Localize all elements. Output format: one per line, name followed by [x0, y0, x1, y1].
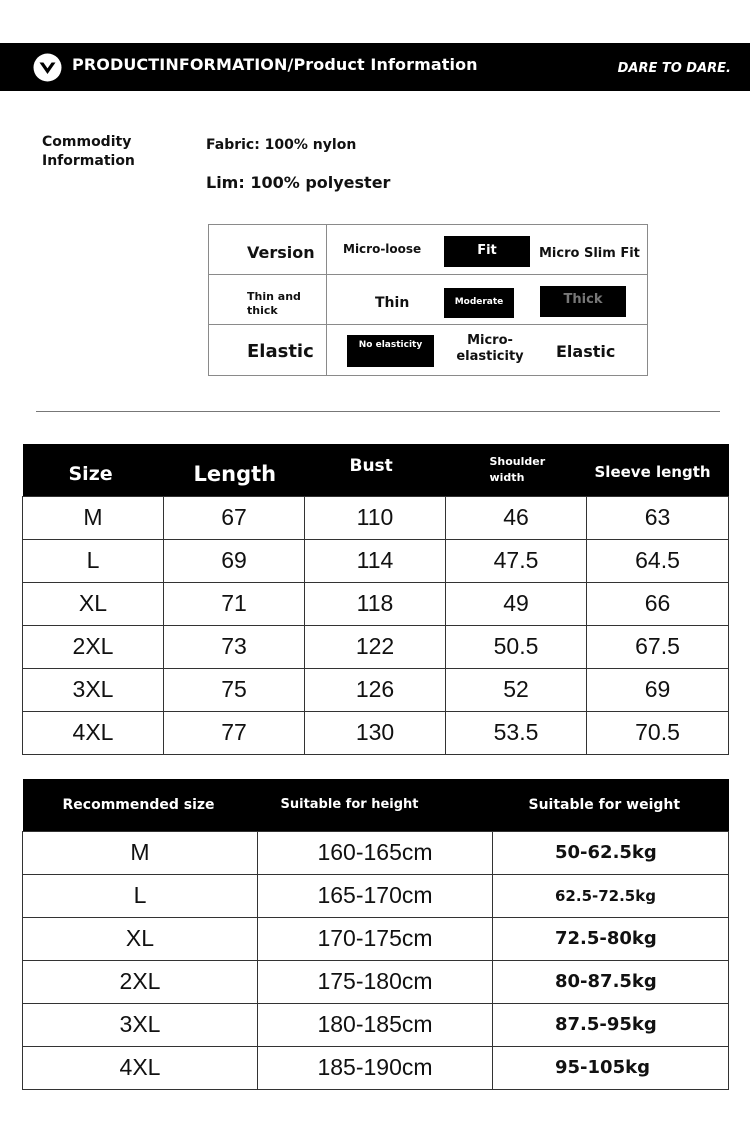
- bust-cell: 130: [305, 711, 446, 754]
- size-cell: M: [23, 496, 164, 539]
- size-cell: 2XL: [23, 625, 164, 668]
- rec-height-cell: 175-180cm: [258, 960, 493, 1003]
- attribute-table: [208, 224, 648, 376]
- rec-weight-cell: 87.5-95kg: [493, 1003, 729, 1046]
- length-cell: 75: [164, 668, 305, 711]
- table-row: [23, 1003, 729, 1046]
- rec-height-cell: 160-165cm: [258, 831, 493, 874]
- table-row: [23, 539, 729, 582]
- rec-size-cell: XL: [23, 917, 258, 960]
- header-bar: [0, 43, 750, 91]
- rec-weight-cell: 80-87.5kg: [493, 960, 729, 1003]
- header-suitable-weight: Suitable for weight: [493, 779, 729, 831]
- rec-size-cell: M: [23, 831, 258, 874]
- length-cell: 77: [164, 711, 305, 754]
- header-length: Length: [164, 444, 305, 496]
- shoulder-cell: 53.5: [446, 711, 587, 754]
- rec-height-cell: 165-170cm: [258, 874, 493, 917]
- option-micro-loose: Micro-loose: [343, 242, 422, 256]
- attr-label-version: Version: [209, 225, 327, 274]
- bust-cell: 114: [305, 539, 446, 582]
- rec-weight-cell: 72.5-80kg: [493, 917, 729, 960]
- header-sleeve-length: Sleeve length: [587, 444, 729, 496]
- header-slogan: DARE TO DARE.: [617, 61, 731, 76]
- shoulder-cell: 47.5: [446, 539, 587, 582]
- sleeve-cell: 64.5: [587, 539, 729, 582]
- size-cell: XL: [23, 582, 164, 625]
- bust-cell: 110: [305, 496, 446, 539]
- rec-weight-cell: 50-62.5kg: [493, 831, 729, 874]
- fabric-info: Fabric: 100% nylon: [206, 137, 357, 153]
- rec-size-cell: 4XL: [23, 1046, 258, 1089]
- size-cell: L: [23, 539, 164, 582]
- attr-row-elasticity: [209, 325, 647, 375]
- commodity-label: Commodity Information: [42, 134, 135, 169]
- attr-label-elasticity: Elastic: [209, 325, 327, 375]
- rec-weight-cell: 95-105kg: [493, 1046, 729, 1089]
- sleeve-cell: 66: [587, 582, 729, 625]
- header-bust: Bust: [305, 444, 446, 496]
- attr-row-thickness: [209, 275, 647, 325]
- header-shoulder-width: Shoulder width: [446, 444, 587, 496]
- table-row: [23, 625, 729, 668]
- rec-weight-cell: 62.5-72.5kg: [493, 874, 729, 917]
- rec-size-cell: 2XL: [23, 960, 258, 1003]
- header-suitable-height: Suitable for height: [258, 779, 493, 831]
- table-row: [23, 874, 729, 917]
- length-cell: 69: [164, 539, 305, 582]
- attr-row-version: [209, 225, 647, 275]
- size-chart-table: [22, 444, 729, 755]
- sleeve-cell: 63: [587, 496, 729, 539]
- sleeve-cell: 69: [587, 668, 729, 711]
- rec-size-cell: L: [23, 874, 258, 917]
- option-no-elasticity-selected: No elasticity: [347, 335, 434, 367]
- option-thin: Thin: [375, 295, 410, 311]
- shoulder-cell: 49: [446, 582, 587, 625]
- table-row: [23, 496, 729, 539]
- header-recommended-size: Recommended size: [23, 779, 258, 831]
- recommended-size-table: [22, 779, 729, 1090]
- size-cell: 3XL: [23, 668, 164, 711]
- rec-size-cell: 3XL: [23, 1003, 258, 1046]
- rec-height-cell: 180-185cm: [258, 1003, 493, 1046]
- option-moderate-selected: Moderate: [444, 288, 514, 318]
- rec-height-cell: 170-175cm: [258, 917, 493, 960]
- section-divider: [36, 411, 720, 412]
- table-row: [23, 582, 729, 625]
- length-cell: 67: [164, 496, 305, 539]
- bust-cell: 118: [305, 582, 446, 625]
- bust-cell: 122: [305, 625, 446, 668]
- option-micro-elasticity: Micro-elasticity: [456, 333, 524, 364]
- option-fit-selected: Fit: [444, 236, 530, 267]
- attr-label-thickness: Thin and thick: [209, 275, 327, 324]
- table-row: [23, 1046, 729, 1089]
- sleeve-cell: 70.5: [587, 711, 729, 754]
- option-elastic: Elastic: [556, 342, 616, 361]
- table-row: [23, 831, 729, 874]
- sleeve-cell: 67.5: [587, 625, 729, 668]
- rec-height-cell: 185-190cm: [258, 1046, 493, 1089]
- table-row: [23, 711, 729, 754]
- header-title: PRODUCTINFORMATION/Product Information: [72, 55, 478, 74]
- size-cell: 4XL: [23, 711, 164, 754]
- shoulder-cell: 52: [446, 668, 587, 711]
- chevron-down-logo-icon: [33, 53, 62, 82]
- size-chart-header-row: [23, 444, 729, 496]
- shoulder-cell: 46: [446, 496, 587, 539]
- length-cell: 73: [164, 625, 305, 668]
- table-row: [23, 960, 729, 1003]
- header-size: Size: [23, 444, 164, 496]
- table-row: [23, 668, 729, 711]
- lining-info: Lim: 100% polyester: [206, 173, 391, 192]
- table-row: [23, 917, 729, 960]
- recommended-header-row: [23, 779, 729, 831]
- option-thick: Thick: [540, 286, 626, 317]
- option-micro-slim-fit: Micro Slim Fit: [539, 246, 640, 261]
- shoulder-cell: 50.5: [446, 625, 587, 668]
- length-cell: 71: [164, 582, 305, 625]
- bust-cell: 126: [305, 668, 446, 711]
